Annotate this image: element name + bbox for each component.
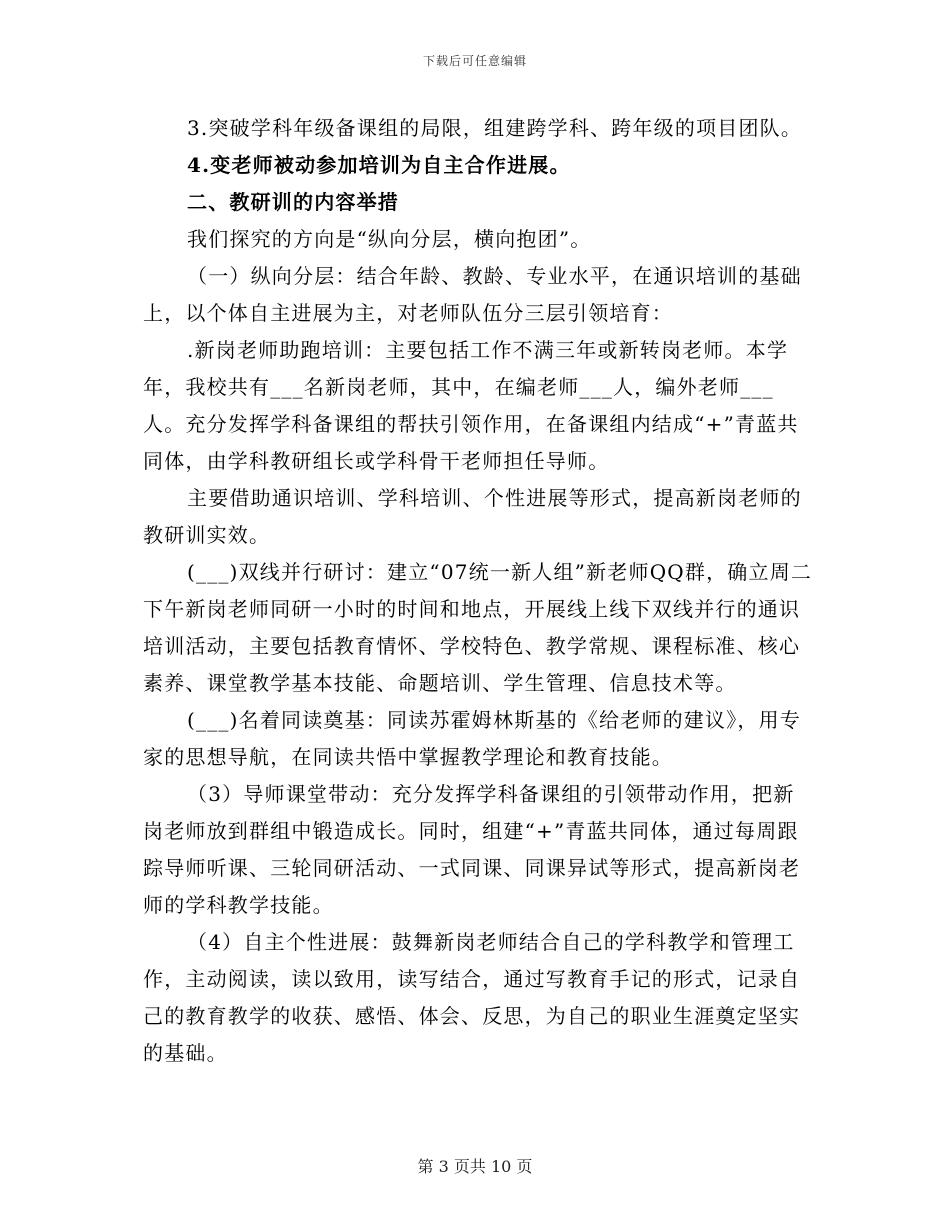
- page-header: 下载后可任意编辑: [422, 54, 527, 68]
- paragraph-self-development: （4）自主个性进展：鼓舞新岗老师结合自己的学科教学和管理工作，主动阅读，读以致用，读写结合，通过写教育手记的形式，记录自己的教育教学的收获、感悟、体会、反思，为自己的职业生涯奠定坚实的基础。: [143, 930, 801, 1065]
- paragraph-direction: 我们探究的方向是“纵向分层，横向抱团”。: [187, 227, 592, 251]
- paragraph-training-forms: 主要借助通识培训、学科培训、个性进展等形式，提高新岗老师的教研训实效。: [143, 486, 802, 547]
- paragraph-dual-line-research: (___)双线并行研讨：建立“07统一新人组”新老师QQ群，确立周二下午新岗老师同研一小时的时间和地点，开展线上线下双线并行的通识培训活动，主要包括教育情怀、学校特色、教学常规、课程标准、核心素养、课堂教学基本技能、命题培训、学生管理、信息技术等。: [143, 560, 813, 695]
- paragraph-point-3: 3.突破学科年级备课组的局限，组建跨学科、跨年级的项目团队。: [187, 116, 803, 140]
- section-heading: 二、教研训的内容举措: [187, 190, 399, 214]
- paragraph-vertical-layering: （一）纵向分层：结合年龄、教龄、专业水平，在通识培训的基础上，以个体自主进展为主，对老师队伍分三层引领培育：: [143, 264, 802, 325]
- page-number: 第 3 页共 10 页: [417, 1157, 533, 1176]
- paragraph-point-4: 4.变老师被动参加培训为自主合作进展。: [187, 153, 571, 177]
- paragraph-new-teacher-training: .新岗老师助跑培训：主要包括工作不满三年或新转岗老师。本学年，我校共有___名新岗老师，其中，在编老师___人，编外老师___人。充分发挥学科备课组的帮扶引领作用，在备课组内结成“+”青蓝共同体，由学科教研组长或学科骨干老师担任导师。: [143, 338, 799, 473]
- paragraph-mentor-classroom: （3）导师课堂带动：充分发挥学科备课组的引领带动作用，把新岗老师放到群组中锻造成长。同时，组建“+”青蓝共同体，通过每周跟踪导师听课、三轮同研活动、一式同课、同课异试等形式，提高新岗老师的学科教学技能。: [143, 782, 801, 917]
- paragraph-classic-reading: (___)名着同读奠基：同读苏霍姆林斯基的《给老师的建议》，用专家的思想导航，在同读共悟中掌握教学理论和教育技能。: [143, 708, 802, 769]
- document-body: [143, 110, 813, 1072]
